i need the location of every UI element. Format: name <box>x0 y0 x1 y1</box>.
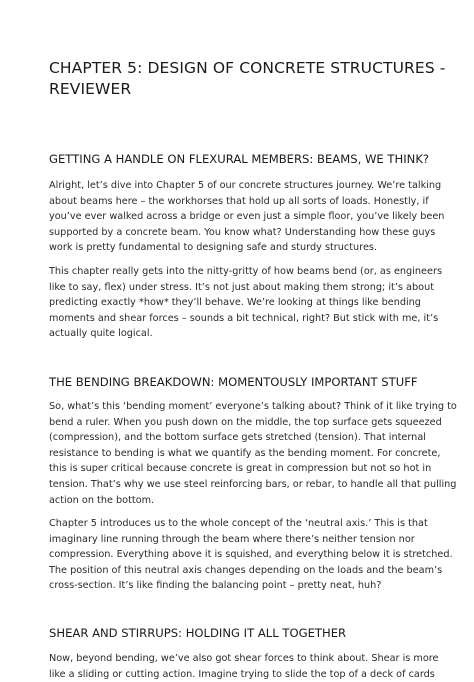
paragraph: Chapter 5 introduces us to the whole concept of the ‘neutral axis.’ This is that imaginary line running through the beam where there’s neither tension nor compression. Everything above it is squished, and everything below it is stretched. The position of this neutral axis changes depending on the loads and the beam’s cross-section. It’s like finding the balancing point – pretty neat, huh? <box>49 518 453 592</box>
document-content <box>49 58 457 682</box>
section-heading: GETTING A HANDLE ON FLEXURAL MEMBERS: BEAMS, WE THINK? <box>49 152 430 166</box>
title-line: CHAPTER 5: DESIGN OF CONCRETE STRUCTURES - <box>49 59 446 77</box>
paragraph: This chapter really gets into the nitty-gritty of how beams bend (or, as engineers like to say, flex) under stress. It’s not just about making them strong; it’s about predicting exactly *how* they’ll behave. We’re looking at things like bending moments and shear forces – sounds a bit technical, right? But stick with me, it’s actually quite logical. <box>49 265 442 340</box>
document-title <box>49 58 446 100</box>
section-heading: THE BENDING BREAKDOWN: MOMENTOUSLY IMPORTANT STUFF <box>49 374 418 389</box>
section-heading: SHEAR AND STIRRUPS: HOLDING IT ALL TOGETHER <box>49 626 347 641</box>
paragraph: Alright, let’s dive into Chapter 5 of our concrete structures journey. We’re talking about beams here – the workhorses that hold up all sorts of loads. Honestly, if you’ve ever walked across a bridge or even just a simple floor, you’ve likely been supported by a concrete beam. You know what? Understanding how these guys work is pretty fundamental to designing safe and sturdy structures. <box>49 180 445 254</box>
paragraph: So, what’s this ‘bending moment’ everyone’s talking about? Think of it like trying to bend a ruler. When you push down on the middle, the top surface gets squeezed (compression), and the bottom surface gets stretched (tension). That internal resistance to bending is what we quantify as the bending moment. For concrete, this is super critical because concrete is great in compression but not so hot in tension. That’s why we use steel reinforcing bars, or rebar, to handle all that pulling action on the bottom. <box>49 400 457 506</box>
title-line: REVIEWER <box>49 80 132 98</box>
paragraph: Now, beyond bending, we’ve also got shear forces to think about. Shear is more like a sliding or cutting action. Imagine trying to slide the top of a deck of cards <box>49 653 439 680</box>
